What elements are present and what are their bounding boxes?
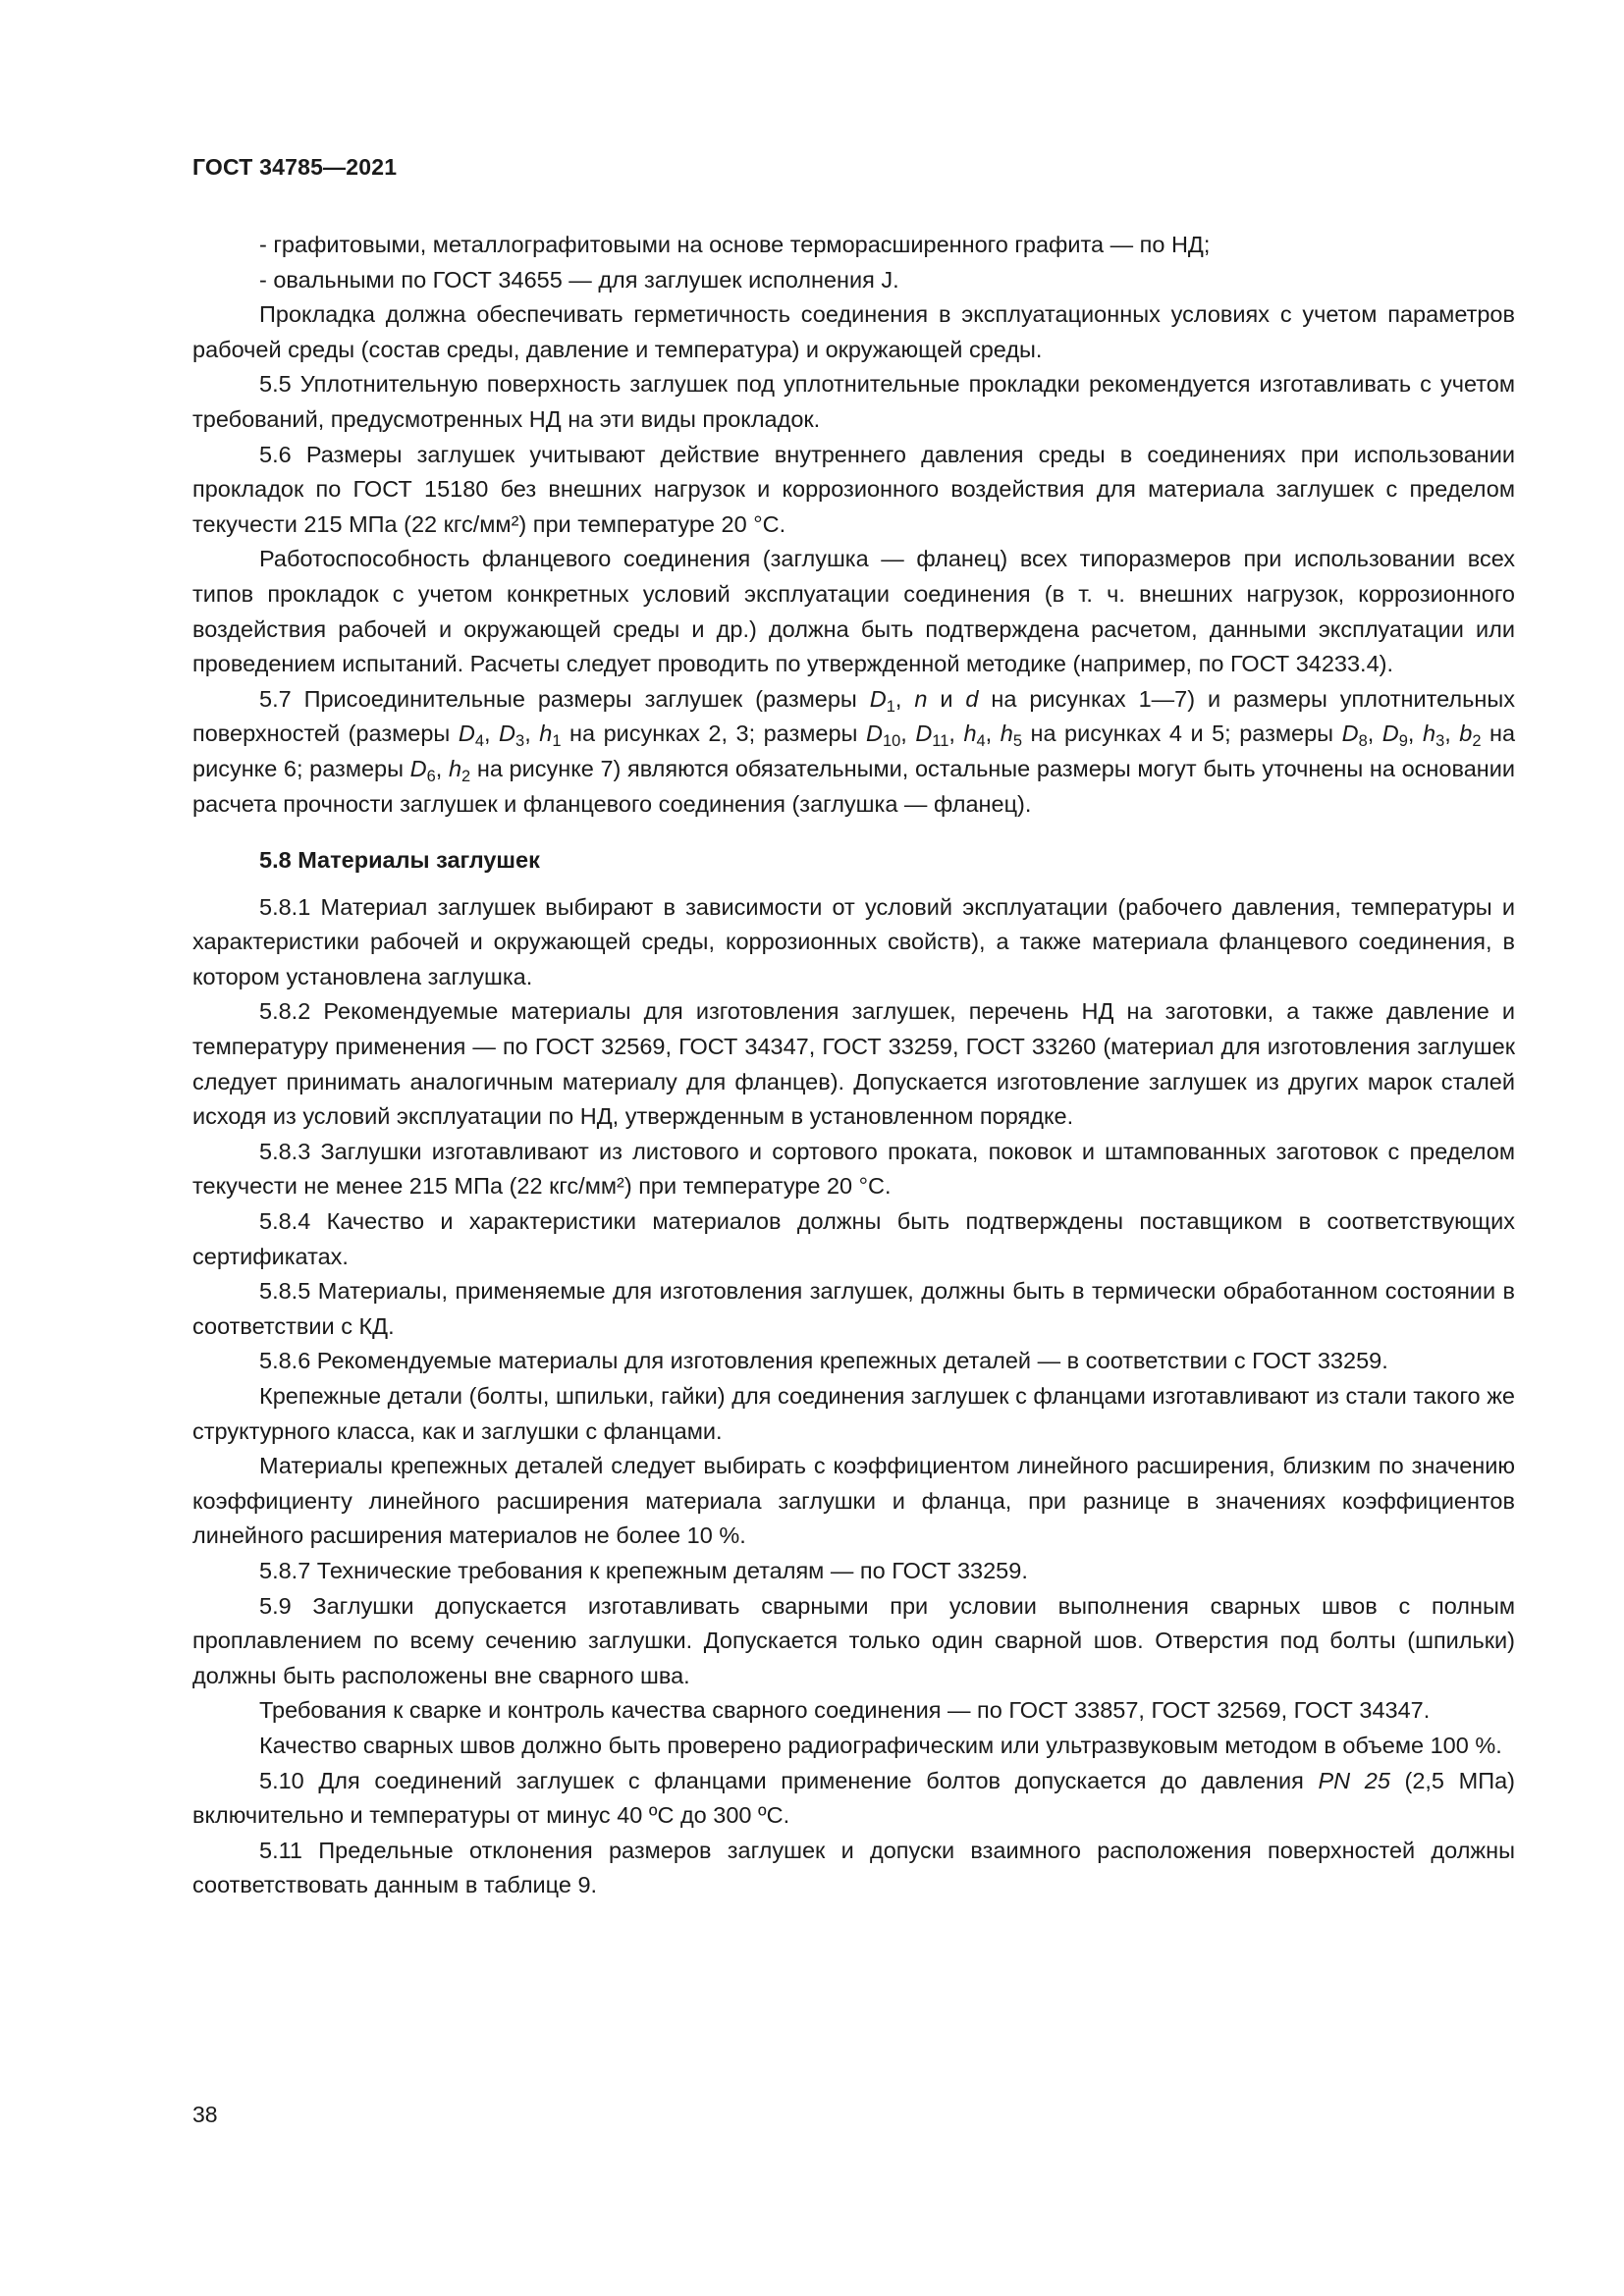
paragraph: Требования к сварке и контроль качества сварного соединения — по ГОСТ 33857, ГОСТ 32569, ГОСТ 34347. [259, 1697, 1431, 1724]
paragraph: Материалы крепежных деталей следует выбирать с коэффициентом линейного расширения, близким по значению коэффициенту линейного расширения материала заглушки и фланца, при разнице в значениях коэффициентов линейного расширения материалов не более 10 %. [192, 1453, 1515, 1549]
paragraph: Прокладка должна обеспечивать герметичность соединения в эксплуатационных условиях с учетом параметров рабочей среды (состав среды, давление и температура) и окружающей среды. [192, 301, 1515, 362]
paragraph: Крепежные детали (болты, шпильки, гайки) для соединения заглушек с фланцами изготавливают из стали такого же структурного класса, как и заглушки с фланцами. [192, 1383, 1515, 1444]
paragraph-5-7: 5.7 Присоединительные размеры заглушек (размеры $D_1$, n и d на рисунках 1—7) и размеры уплотнительных поверхностей (размеры $D_4$, $D_3$, $h_1$ на рисунках 2, 3; размеры $D_{10}$, $D_{11}$, $h_4$, $h_5$ на рисунках 4 и 5; размеры $D_8$, $D_9$, $h_3$, $b_2$ на рисунке 6; размеры $D_6$, $h_2$ на рисунке 7) являются обязательными, остальные размеры могут быть уточнены на основании расчета прочности заглушек и фланцевого соединения (заглушка — фланец). [192, 685, 1516, 817]
paragraph: - овальными по ГОСТ 34655 — для заглушек исполнения J. [259, 266, 899, 293]
paragraph: 5.9 Заглушки допускается изготавливать сварными при условии выполнения сварных швов с полным проплавлением по всему сечению заглушки. Допускается только один сварной шов. Отверстия под болты (шпильки) должны быть расположены вне сварного шва. [192, 1592, 1515, 1688]
paragraph: 5.8.4 Качество и характеристики материалов должны быть подтверждены поставщиком в соответствующих сертификатах. [192, 1208, 1515, 1269]
document-body [192, 228, 1515, 1903]
paragraph: 5.8.2 Рекомендуемые материалы для изготовления заглушек, перечень НД на заготовки, а также давление и температуру применения — по ГОСТ 32569, ГОСТ 34347, ГОСТ 33259, ГОСТ 33260 (материал для изготовления заглушек следует принимать аналогичным материалу для фланцев). Допускается изготовление заглушек из других марок сталей исходя из условий эксплуатации по НД, утвержденным в установленном порядке. [192, 998, 1515, 1130]
paragraph-5-11: 5.11 Предельные отклонения размеров заглушек и допуски взаимного расположения поверхностей должны соответствовать данным в таблице 9. [192, 1837, 1515, 1898]
section-heading: 5.8 Материалы заглушек [259, 847, 540, 874]
paragraph: 5.8.1 Материал заглушек выбирают в зависимости от условий эксплуатации (рабочего давления, температуры и характеристики рабочей и окружающей среды, коррозионных свойств), а также материала фланцевого соединения, в котором установлена заглушка. [192, 893, 1515, 989]
paragraph: 5.6 Размеры заглушек учитывают действие внутреннего давления среды в соединениях при использовании прокладок по ГОСТ 15180 без внешних нагрузок и коррозионного воздействия для материала заглушек с пределом текучести 215 МПа (22 кгс/мм²) при температуре 20 °С. [192, 441, 1515, 537]
paragraph: Работоспособность фланцевого соединения (заглушка — фланец) всех типоразмеров при использовании всех типов прокладок с учетом конкретных условий эксплуатации соединения (в т. ч. внешних нагрузок, коррозионного воздействия рабочей и окружающей среды и др.) должна быть подтверждена расчетом, данными эксплуатации или проведением испытаний. Расчеты следует проводить по утвержденной методике (например, по ГОСТ 34233.4). [192, 546, 1515, 677]
paragraph: 5.8.5 Материалы, применяемые для изготовления заглушек, должны быть в термически обработанном состоянии в соответствии с КД. [192, 1278, 1515, 1339]
paragraph: Качество сварных швов должно быть проверено радиографическим или ультразвуковым методом в объеме 100 %. [259, 1732, 1502, 1758]
paragraph-5-10: 5.10 Для соединений заглушек с фланцами применение болтов допускается до давления PN 25 (2,5 МПа) включительно и температуры от минус 40 ºС до 300 ºС. [192, 1767, 1515, 1829]
paragraph: 5.5 Уплотнительную поверхность заглушек под уплотнительные прокладки рекомендуется изготавливать с учетом требований, предусмотренных НД на эти виды прокладок. [192, 371, 1515, 432]
paragraph: - графитовыми, металлографитовыми на основе терморасширенного графита — по НД; [259, 232, 1211, 257]
paragraph: 5.8.7 Технические требования к крепежным деталям — по ГОСТ 33259. [259, 1557, 1028, 1583]
paragraph: 5.8.3 Заглушки изготавливают из листового и сортового проката, поковок и штампованных заготовок с пределом текучести не менее 215 МПа (22 кгс/мм²) при температуре 20 °С. [192, 1138, 1515, 1200]
paragraph: 5.8.6 Рекомендуемые материалы для изготовления крепежных деталей — в соответствии с ГОСТ 33259. [259, 1348, 1388, 1374]
page-number: 38 [192, 2102, 218, 2127]
document-header: ГОСТ 34785—2021 [192, 154, 398, 180]
